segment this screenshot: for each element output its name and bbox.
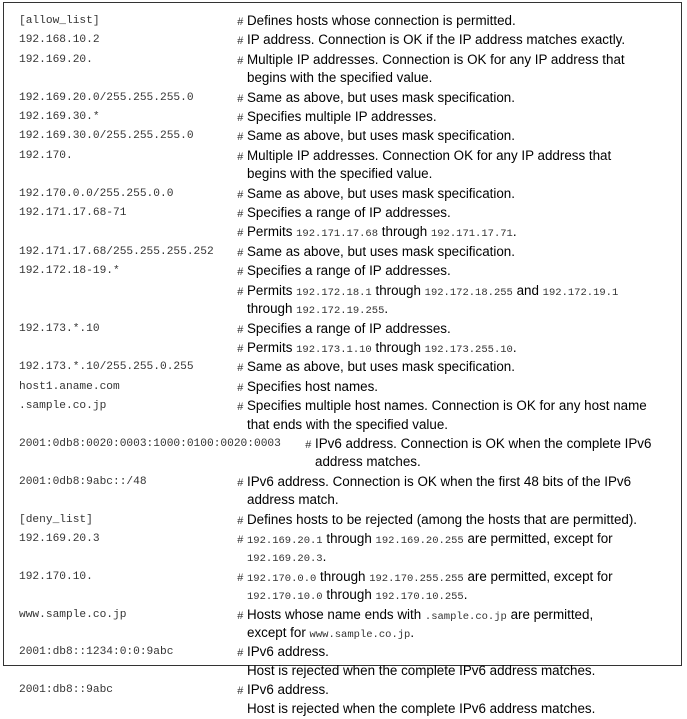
comment xyxy=(237,12,679,31)
ip-address: 192.173.255.10 xyxy=(424,343,513,356)
hash-mark: # xyxy=(237,286,244,299)
host-name: www.sample.co.jp xyxy=(309,629,411,641)
ip-address: 192.170.255.255 xyxy=(369,572,464,585)
config-entry: 2001:0db8:9abc::/48 xyxy=(19,475,147,488)
comment-text: and xyxy=(516,282,539,298)
comment-text: IPv6 address. xyxy=(247,682,329,698)
config-entry: 2001:db8::9abc xyxy=(19,684,113,697)
hash-mark: # xyxy=(237,324,244,337)
comment-text: . xyxy=(384,301,389,317)
comment-text: through xyxy=(375,339,421,355)
comment xyxy=(237,108,679,127)
hash-mark: # xyxy=(237,363,244,376)
comment-text: Permits xyxy=(247,282,293,298)
list-item xyxy=(19,358,679,377)
comment xyxy=(237,643,679,681)
config-entry: 192.170.0.0/255.255.0.0 xyxy=(19,187,174,200)
hash-mark: # xyxy=(237,55,244,68)
comment-text: through xyxy=(247,301,293,317)
ip-address: 192.170.10.0 xyxy=(247,591,323,604)
ip-address: 192.171.17.68 xyxy=(296,228,379,241)
hash-mark: # xyxy=(237,151,244,164)
hash-mark: # xyxy=(237,189,244,202)
hash-mark: # xyxy=(237,402,244,415)
comment-text: Specifies a range of IP addresses. xyxy=(247,205,451,221)
list-item xyxy=(19,681,679,719)
config-entry: 192.169.30.* xyxy=(19,111,100,124)
hash-mark: # xyxy=(305,439,312,452)
list-item xyxy=(19,31,679,50)
comment xyxy=(237,262,679,281)
list-item xyxy=(19,147,679,185)
list-item xyxy=(19,262,679,281)
comment-text: IPv6 address. Connection is OK when the first 48 bits of the IPv6 xyxy=(247,473,632,489)
comment xyxy=(237,127,679,146)
hash-mark: # xyxy=(237,132,244,145)
comment-text: Host is rejected when the complete IPv6 address matches. xyxy=(247,700,596,716)
hash-mark: # xyxy=(237,515,244,528)
comment xyxy=(237,147,679,185)
config-entry: .sample.co.jp xyxy=(19,400,107,413)
comment xyxy=(237,204,679,223)
comment xyxy=(237,185,679,204)
hash-mark: # xyxy=(237,113,244,126)
comment xyxy=(237,511,679,530)
comment-text: Multiple IP addresses. Connection OK for any IP address that xyxy=(247,147,612,163)
list-item xyxy=(19,185,679,204)
comment-text: Specifies a range of IP addresses. xyxy=(247,320,451,336)
hash-mark: # xyxy=(237,610,244,623)
list-item xyxy=(19,568,679,606)
ip-address: 192.171.17.71 xyxy=(430,228,513,241)
comment xyxy=(237,378,679,397)
comment xyxy=(237,282,679,320)
comment xyxy=(237,243,679,262)
list-item xyxy=(19,378,679,397)
comment-text: Specifies host names. xyxy=(247,378,378,394)
comment-text: through xyxy=(381,224,428,240)
list-item xyxy=(19,51,679,89)
config-entry: 2001:0db8:0020:0003:1000:0100:0020:0003 xyxy=(19,437,281,450)
comment xyxy=(237,568,679,606)
list-item xyxy=(19,643,679,681)
list-item xyxy=(19,204,679,223)
comment-text: Specifies multiple IP addresses. xyxy=(247,109,437,125)
comment-text: IPv6 address. Connection is OK when the complete IPv6 xyxy=(315,435,652,451)
ip-address: 192.172.18.1 xyxy=(296,286,372,299)
hash-mark: # xyxy=(237,572,244,585)
comment xyxy=(237,397,679,435)
config-entry: 192.170. xyxy=(19,149,73,162)
ip-address: 192.169.20.255 xyxy=(375,534,464,547)
list-item xyxy=(19,606,679,644)
comment xyxy=(237,89,679,108)
comment xyxy=(237,51,679,89)
comment-text: address match. xyxy=(247,492,339,508)
comment xyxy=(237,681,679,719)
hash-mark: # xyxy=(237,382,244,395)
hash-mark: # xyxy=(237,686,244,699)
list-item xyxy=(19,339,679,358)
comment xyxy=(237,223,679,242)
comment-text: Specifies a range of IP addresses. xyxy=(247,263,451,279)
list-item xyxy=(19,12,679,31)
config-entry: 192.168.10.2 xyxy=(19,34,100,47)
config-entry: 192.170.10. xyxy=(19,570,93,583)
hash-mark: # xyxy=(237,343,244,356)
comment-text: are permitted, except for xyxy=(467,530,613,546)
config-entry: 192.169.30.0/255.255.255.0 xyxy=(19,130,194,143)
config-entry: 192.169.20.0/255.255.255.0 xyxy=(19,91,194,104)
hash-mark: # xyxy=(237,267,244,280)
comment xyxy=(237,320,679,339)
config-entry: 192.173.*.10/255.255.0.255 xyxy=(19,361,194,374)
list-item xyxy=(19,397,679,435)
list-item xyxy=(19,223,679,242)
list-item xyxy=(19,435,679,473)
config-entry: www.sample.co.jp xyxy=(19,608,127,621)
list-item xyxy=(19,473,679,511)
config-entry: host1.aname.com xyxy=(19,380,120,393)
comment-text: IPv6 address. xyxy=(247,644,329,660)
comment-text: Defines hosts to be rejected (among the hosts that are permitted). xyxy=(247,511,638,527)
list-item xyxy=(19,89,679,108)
comment xyxy=(237,606,679,644)
comment xyxy=(237,358,679,377)
comment-text: through xyxy=(326,587,372,603)
comment-text: Same as above, but uses mask specification. xyxy=(247,243,515,259)
comment-text: Hosts whose name ends with xyxy=(247,606,422,622)
comment-text: Defines hosts whose connection is permitted. xyxy=(247,13,516,28)
comment-text: Same as above, but uses mask specification. xyxy=(247,128,515,144)
comment-text: IP address. Connection is OK if the IP address matches exactly. xyxy=(247,32,626,48)
config-entry: 2001:db8::1234:0:0:9abc xyxy=(19,646,174,659)
comment-text: . xyxy=(410,625,415,640)
ip-address: 192.170.0.0 xyxy=(247,572,317,585)
document-frame xyxy=(3,2,682,716)
comment-text: Same as above, but uses mask specification. xyxy=(247,89,515,105)
hash-mark: # xyxy=(237,247,244,260)
comment-text: through xyxy=(326,530,372,546)
comment-text: . xyxy=(512,339,517,355)
comment-text: Same as above, but uses mask specification. xyxy=(247,359,515,375)
list-item xyxy=(19,511,679,530)
comment xyxy=(237,31,679,50)
ip-address: 192.172.18.255 xyxy=(424,286,513,299)
comment-text: . xyxy=(463,587,468,603)
comment-text: begins with the specified value. xyxy=(247,166,433,182)
config-entry: 192.172.18-19.* xyxy=(19,265,120,278)
comment xyxy=(237,530,679,568)
config-entry: [deny_list] xyxy=(19,513,93,526)
config-entry: 192.171.17.68-71 xyxy=(19,207,127,220)
config-listing xyxy=(19,12,679,719)
comment-text: Permits xyxy=(247,224,293,240)
comment-text: through xyxy=(375,282,421,298)
config-entry: 192.171.17.68/255.255.255.252 xyxy=(19,245,214,258)
comment-text: begins with the specified value. xyxy=(247,70,433,86)
ip-address: 192.173.1.10 xyxy=(296,343,372,356)
comment xyxy=(237,473,679,511)
comment-text: are permitted, except for xyxy=(467,568,613,584)
comment xyxy=(305,435,679,473)
list-item xyxy=(19,127,679,146)
comment-text: Multiple IP addresses. Connection is OK for any IP address that xyxy=(247,51,625,67)
list-item xyxy=(19,530,679,568)
comment-text: Host is rejected when the complete IPv6 address matches. xyxy=(247,662,596,678)
comment-text: except for xyxy=(247,625,306,640)
comment-text: Permits xyxy=(247,339,293,355)
hash-mark: # xyxy=(237,477,244,490)
hash-mark: # xyxy=(237,93,244,106)
comment-text: address matches. xyxy=(315,454,421,470)
config-entry: 192.169.20.3 xyxy=(19,532,100,545)
ip-address: 192.169.20.1 xyxy=(247,534,323,547)
comment-text: Same as above, but uses mask specification. xyxy=(247,185,515,201)
comment-text: Specifies multiple host names. Connection is OK for any host name xyxy=(247,398,647,414)
hash-mark: # xyxy=(237,17,244,29)
list-item xyxy=(19,320,679,339)
ip-address: 192.172.19.1 xyxy=(542,286,619,299)
config-entry: 192.173.*.10 xyxy=(19,322,100,335)
config-entry: 192.169.20. xyxy=(19,53,93,66)
ip-address: 192.169.20.3 xyxy=(247,553,323,566)
list-item xyxy=(19,282,679,320)
comment-text: . xyxy=(322,549,327,565)
hash-mark: # xyxy=(237,228,244,241)
hash-mark: # xyxy=(237,534,244,547)
hash-mark: # xyxy=(237,648,244,661)
list-item xyxy=(19,108,679,127)
list-item xyxy=(19,243,679,262)
hash-mark: # xyxy=(237,36,244,49)
ip-address: 192.170.10.255 xyxy=(375,591,464,604)
ip-address: 192.172.19.255 xyxy=(296,305,385,318)
comment-text: through xyxy=(320,568,366,584)
comment-text: are permitted, xyxy=(510,606,594,622)
hash-mark: # xyxy=(237,209,244,222)
comment-text: . xyxy=(512,224,517,240)
comment-text: that ends with the specified value. xyxy=(247,416,448,432)
config-entry: [allow_list] xyxy=(19,15,100,27)
host-name: .sample.co.jp xyxy=(424,610,507,623)
comment xyxy=(237,339,679,358)
